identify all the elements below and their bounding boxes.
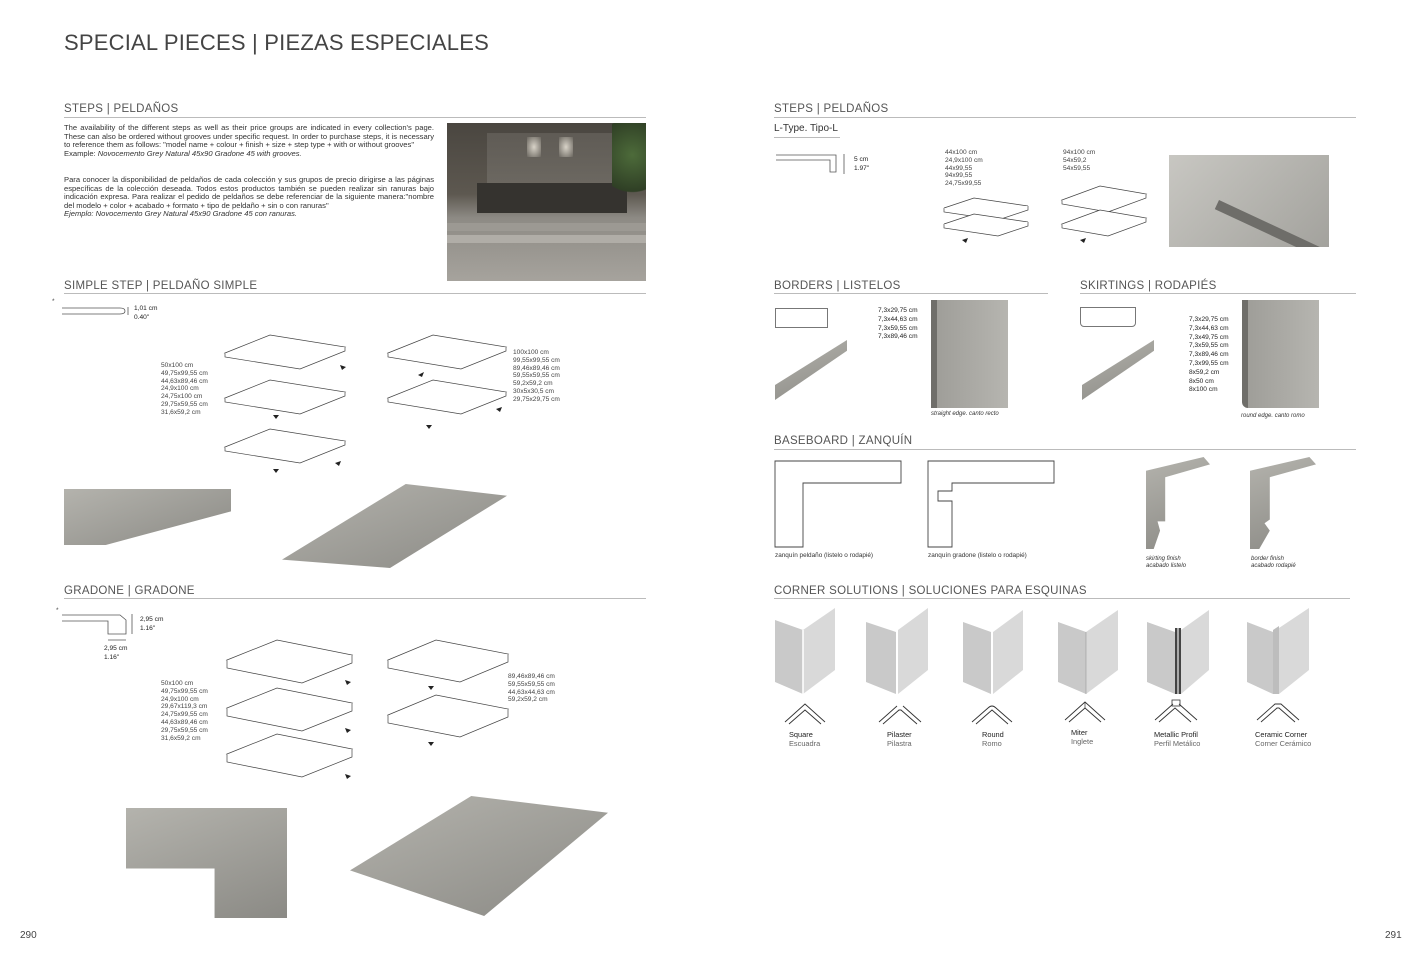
l-type-render bbox=[1169, 155, 1329, 247]
simple-step-render-closeup bbox=[64, 489, 231, 545]
skirting-finish-caption: skirting finish acabado listelo bbox=[1146, 556, 1187, 569]
simple-step-drawings-b bbox=[388, 335, 513, 435]
l-type-thickness: 5 cm 1.97" bbox=[854, 156, 870, 172]
rule bbox=[774, 137, 840, 138]
rule bbox=[64, 117, 646, 118]
corner-miter-label: Miter Inglete bbox=[1071, 728, 1094, 746]
skirting-sizes: 7,3x29,75 cm 7,3x44,63 cm 7,3x49,75 cm 7,3x59,55 cm 7,3x89,46 cm 7,3x99,55 cm 8x59,2 cm 8x50 cm 8x100 cm bbox=[1189, 316, 1229, 394]
zanquin-peldano-drawing bbox=[775, 461, 905, 549]
metallic-profile-icon bbox=[1153, 698, 1199, 726]
l-type-sizes-b: 94x100 cm 54x59,2 54x59,55 bbox=[1063, 149, 1096, 172]
l-type-drawing-b bbox=[1062, 186, 1152, 246]
baseboard-heading: BASEBOARD | ZANQUÍN bbox=[774, 435, 913, 447]
corner-pilaster-render bbox=[866, 608, 930, 694]
simple-step-render bbox=[282, 484, 507, 568]
miter-corner-icon bbox=[1063, 698, 1109, 726]
corner-pilaster-label: Pilaster Pilastra bbox=[887, 730, 912, 748]
steps-heading-right: STEPS | PELDAÑOS bbox=[774, 103, 889, 115]
border-caption: straight edge. canto recto bbox=[931, 411, 999, 417]
page-number-left: 290 bbox=[20, 930, 37, 941]
skirting-edge-photo bbox=[1242, 300, 1319, 408]
rule bbox=[774, 449, 1356, 450]
rule bbox=[774, 117, 1356, 118]
simple-step-sizes-b: 100x100 cm 99,55x99,55 cm 89,46x89,46 cm 59,55x59,55 cm 59,2x59,2 cm 30x5x30,5 cm 29,75x29,75 cm bbox=[513, 349, 560, 403]
gradone-render bbox=[350, 796, 608, 916]
border-finish-caption: border finish acabado rodapié bbox=[1251, 556, 1296, 569]
page-number-right: 291 bbox=[1385, 930, 1402, 941]
border-edge-photo bbox=[931, 300, 1008, 408]
l-type-profile bbox=[776, 152, 856, 178]
gradone-drawings-b bbox=[388, 640, 513, 750]
rule bbox=[1080, 293, 1356, 294]
interior-steps-photo bbox=[447, 123, 646, 281]
note-marker: * bbox=[52, 298, 55, 305]
simple-step-drawings-a bbox=[225, 335, 350, 475]
skirting-render bbox=[1082, 340, 1154, 400]
l-type-subheading: L-Type. Tipo-L bbox=[774, 123, 838, 134]
steps-heading-left: STEPS | PELDAÑOS bbox=[64, 103, 179, 115]
gradone-profile bbox=[62, 612, 137, 648]
rule bbox=[64, 293, 646, 294]
corner-square-render bbox=[775, 608, 837, 694]
note-marker: * bbox=[56, 607, 59, 614]
simple-step-thickness: 1,01 cm 0.40" bbox=[134, 305, 158, 321]
skirting-finish-render bbox=[1146, 457, 1210, 549]
steps-intro-es: Para conocer la disponibilidad de peldaños de cada colección y sus grupos de precio dirigirse a las páginas específicas de la colección deseada. Todos estos productos también se pueden realizar sin ranuras bajo indicación expresa. Para realizar el pedido de peldaños se debe referenciar de la siguiente manera:"nombre del modelo + color + acabado + formato + tipo de peldaño + sin o con ranuras" Ejemplo: Novocemento Grey Natural 45x90 Gradone 45 con ranuras. bbox=[64, 175, 434, 219]
corner-ceramic-render bbox=[1247, 606, 1311, 694]
round-corner-icon bbox=[970, 700, 1016, 728]
corner-metallic-render bbox=[1147, 608, 1211, 694]
corner-ceramic-label: Ceramic Corner Corner Cerámico bbox=[1255, 730, 1312, 748]
corner-square-label: Square Escuadra bbox=[789, 730, 821, 748]
border-profile bbox=[775, 308, 828, 328]
page-title: SPECIAL PIECES | PIEZAS ESPECIALES bbox=[64, 30, 489, 55]
zanquin-gradone-caption: zanquín gradone (listelo o rodapié) bbox=[928, 552, 1027, 559]
pilaster-corner-icon bbox=[877, 700, 923, 728]
skirtings-heading: SKIRTINGS | RODAPIÉS bbox=[1080, 280, 1217, 292]
gradone-depth: 2,95 cm 1.16" bbox=[104, 645, 128, 661]
corner-miter-render bbox=[1058, 608, 1120, 694]
gradone-sizes-b: 89,46x89,46 cm 59,55x59,55 cm 44,63x44,63 cm 59,2x59,2 cm bbox=[508, 673, 555, 704]
corner-round-render bbox=[963, 608, 1025, 694]
steps-intro-en: The availability of the different steps as well as their price groups are indicated in every collection's page. These can also be ordered without grooves under specific request. In order to purchase steps, it is necessary to reference them as follows: "model name + colour + finish + size + step type + with or without grooves" Example: Novocemento Grey Natural 45x90 Gradone 45 with grooves. bbox=[64, 123, 434, 158]
corner-round-label: Round Romo bbox=[982, 730, 1004, 748]
corner-metallic-label: Metallic Profil Perfil Metálico bbox=[1154, 730, 1201, 748]
rule bbox=[774, 598, 1350, 599]
ceramic-corner-icon bbox=[1255, 698, 1301, 726]
gradone-render-closeup bbox=[126, 808, 287, 918]
gradone-heading: GRADONE | GRADONE bbox=[64, 585, 195, 597]
skirting-caption: round edge. canto romo bbox=[1241, 413, 1305, 419]
simple-step-profile bbox=[62, 305, 132, 317]
square-corner-icon bbox=[783, 700, 829, 728]
l-type-sizes-a: 44x100 cm 24,9x100 cm 44x99,55 94x99,55 24,75x99,55 bbox=[945, 149, 983, 188]
l-type-drawing-a bbox=[944, 198, 1034, 246]
rule bbox=[64, 598, 646, 599]
simple-step-sizes-a: 50x100 cm 49,75x99,55 cm 44,63x89,46 cm 24,9x100 cm 24,75x100 cm 29,75x59,55 cm 31,6x59,2 cm bbox=[161, 362, 208, 416]
corners-heading: CORNER SOLUTIONS | SOLUCIONES PARA ESQUINAS bbox=[774, 585, 1087, 597]
border-sizes: 7,3x29,75 cm 7,3x44,63 cm 7,3x59,55 cm 7,3x89,46 cm bbox=[878, 307, 918, 341]
gradone-thickness: 2,95 cm 1.16" bbox=[140, 616, 164, 632]
zanquin-peldano-caption: zanquín peldaño (listelo o rodapié) bbox=[775, 552, 874, 559]
borders-heading: BORDERS | LISTELOS bbox=[774, 280, 901, 292]
gradone-drawings-a bbox=[227, 640, 357, 780]
simple-step-heading: SIMPLE STEP | PELDAÑO SIMPLE bbox=[64, 280, 258, 292]
border-render bbox=[775, 340, 847, 400]
gradone-sizes-a: 50x100 cm 49,75x99,55 cm 24,9x100 cm 29,67x119,3 cm 24,75x99,55 cm 44,63x89,46 cm 29,75x59,55 cm 31,6x59,2 cm bbox=[161, 680, 208, 742]
zanquin-gradone-drawing bbox=[928, 461, 1058, 549]
skirting-profile bbox=[1080, 307, 1136, 327]
rule bbox=[774, 293, 1048, 294]
border-finish-render bbox=[1250, 457, 1316, 549]
